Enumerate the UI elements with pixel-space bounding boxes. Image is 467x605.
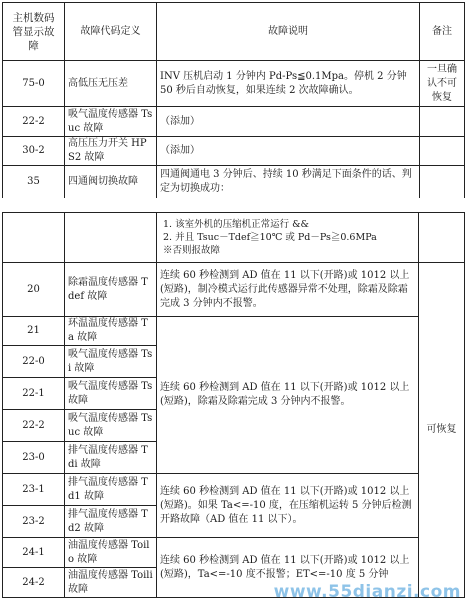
fault-code: 23-2 (3, 506, 65, 538)
fault-name: 吸气温度传感器 Tsi 故障 (65, 346, 157, 378)
condition-2: 2. 并且 Tsuc－Tdef≧10℃ 或 Pd－Ps≧0.6MPa (163, 232, 377, 243)
fault-name: 吸气温度传感器 Ts 故障 (65, 378, 157, 410)
fault-description: INV 压机启动 1 分钟内 Pd-Ps≦0.1Mpa。停机 2 分钟 50 秒后自动恢复，如果连续 2 次故障确认。 (157, 61, 420, 107)
fault-name: 吸气温度传感器 Tsuc 故障 (65, 107, 157, 137)
table-row (3, 538, 465, 568)
table-row (3, 107, 465, 137)
fault-code: 22-2 (3, 107, 65, 137)
fault-code: 24-2 (3, 568, 65, 598)
condition-1: 1. 该室外机的压缩机正常运行 && (163, 219, 310, 230)
fault-remark (420, 137, 465, 166)
fault-remark (420, 166, 465, 199)
fault-name: 高低压无压差 (65, 61, 157, 107)
table-row (3, 61, 465, 107)
fault-code: 22-1 (3, 378, 65, 410)
fault-table-2 (2, 212, 465, 598)
fault-table-1 (2, 2, 465, 199)
fault-description: （添加） (157, 107, 420, 137)
table-row (3, 474, 465, 506)
header-remark: 备注 (420, 3, 465, 61)
fault-name: 排气温度传感器 Td1 故障 (65, 474, 157, 506)
fault-remark (420, 107, 465, 137)
fault-description: 连续 60 秒检测到 AD 值在 11 以下(开路)或 1012 以上(短路)，除霜及除霜完成 3 分钟内不报警。 (157, 317, 419, 474)
table-row (3, 137, 465, 166)
header-code-definition: 故障代码定义 (65, 3, 157, 61)
watermark: www.55dianzi.com (273, 582, 461, 602)
fault-description: 连续 60 秒检测到 AD 值在 11 以下(开路)或 1012 以上(短路)，Ta<=-10 度不报警；ET<=-10 度 5 分钟 (157, 538, 419, 598)
table-row (3, 263, 465, 317)
fault-code: 21 (3, 317, 65, 346)
condition-else: ※否则报故障 (163, 245, 221, 256)
fault-code: 22-0 (3, 346, 65, 378)
fault-code: 75-0 (3, 61, 65, 107)
table-header-row (3, 3, 465, 61)
fault-code: 22-2 (3, 410, 65, 442)
fault-name: 除霜温度传感器 Tdef 故障 (65, 263, 157, 317)
header-display-code: 主机数码管显示故障 (3, 3, 65, 61)
fault-code: 30-2 (3, 137, 65, 166)
fault-name (65, 213, 157, 263)
fault-name: 四通阀切换故障 (65, 166, 157, 199)
fault-code (3, 213, 65, 263)
switch-conditions (157, 213, 419, 263)
recoverable-note: 可恢复 (419, 263, 465, 598)
fault-name: 环温温度传感器 Ta 故障 (65, 317, 157, 346)
fault-remark: 一旦确认不可恢复 (420, 61, 465, 107)
fault-remark (419, 213, 465, 263)
fault-name: 排气温度传感器 Tdi 故障 (65, 442, 157, 474)
fault-code: 23-0 (3, 442, 65, 474)
header-fault-description: 故障说明 (157, 3, 420, 61)
table-row (3, 317, 465, 346)
table-row (3, 213, 465, 263)
fault-code: 20 (3, 263, 65, 317)
table-row (3, 166, 465, 199)
fault-name: 油温度传感器 Toili 故障 (65, 568, 157, 598)
fault-description: 连续 60 秒检测到 AD 值在 11 以下(开路)或 1012 以上(短路)，制冷模式运行此传感器异常不处理，除霜及除霜完成 3 分钟内不报警。 (157, 263, 419, 317)
fault-name: 油温度传感器 Toilo 故障 (65, 538, 157, 568)
fault-code: 23-1 (3, 474, 65, 506)
fault-code: 24-1 (3, 538, 65, 568)
fault-description: 连续 60 秒检测到 AD 值在 11 以下(开路)或 1012 以上(短路)。如果 Ta<=-10 度，在压缩机运转 5 分钟后检测开路故障（AD 值在 11 以下）。 (157, 474, 419, 538)
page-gap (0, 198, 467, 210)
fault-name: 排气温度传感器 Td2 故障 (65, 506, 157, 538)
fault-code: 35 (3, 166, 65, 199)
fault-name: 吸气温度传感器 Tsuc 故障 (65, 410, 157, 442)
fault-name: 高压压力开关 HPS2 故障 (65, 137, 157, 166)
fault-description: （添加） (157, 137, 420, 166)
fault-description: 四通阀通电 3 分钟后、持续 10 秒满足下面条件的话、判定为切换成功： (157, 166, 420, 199)
